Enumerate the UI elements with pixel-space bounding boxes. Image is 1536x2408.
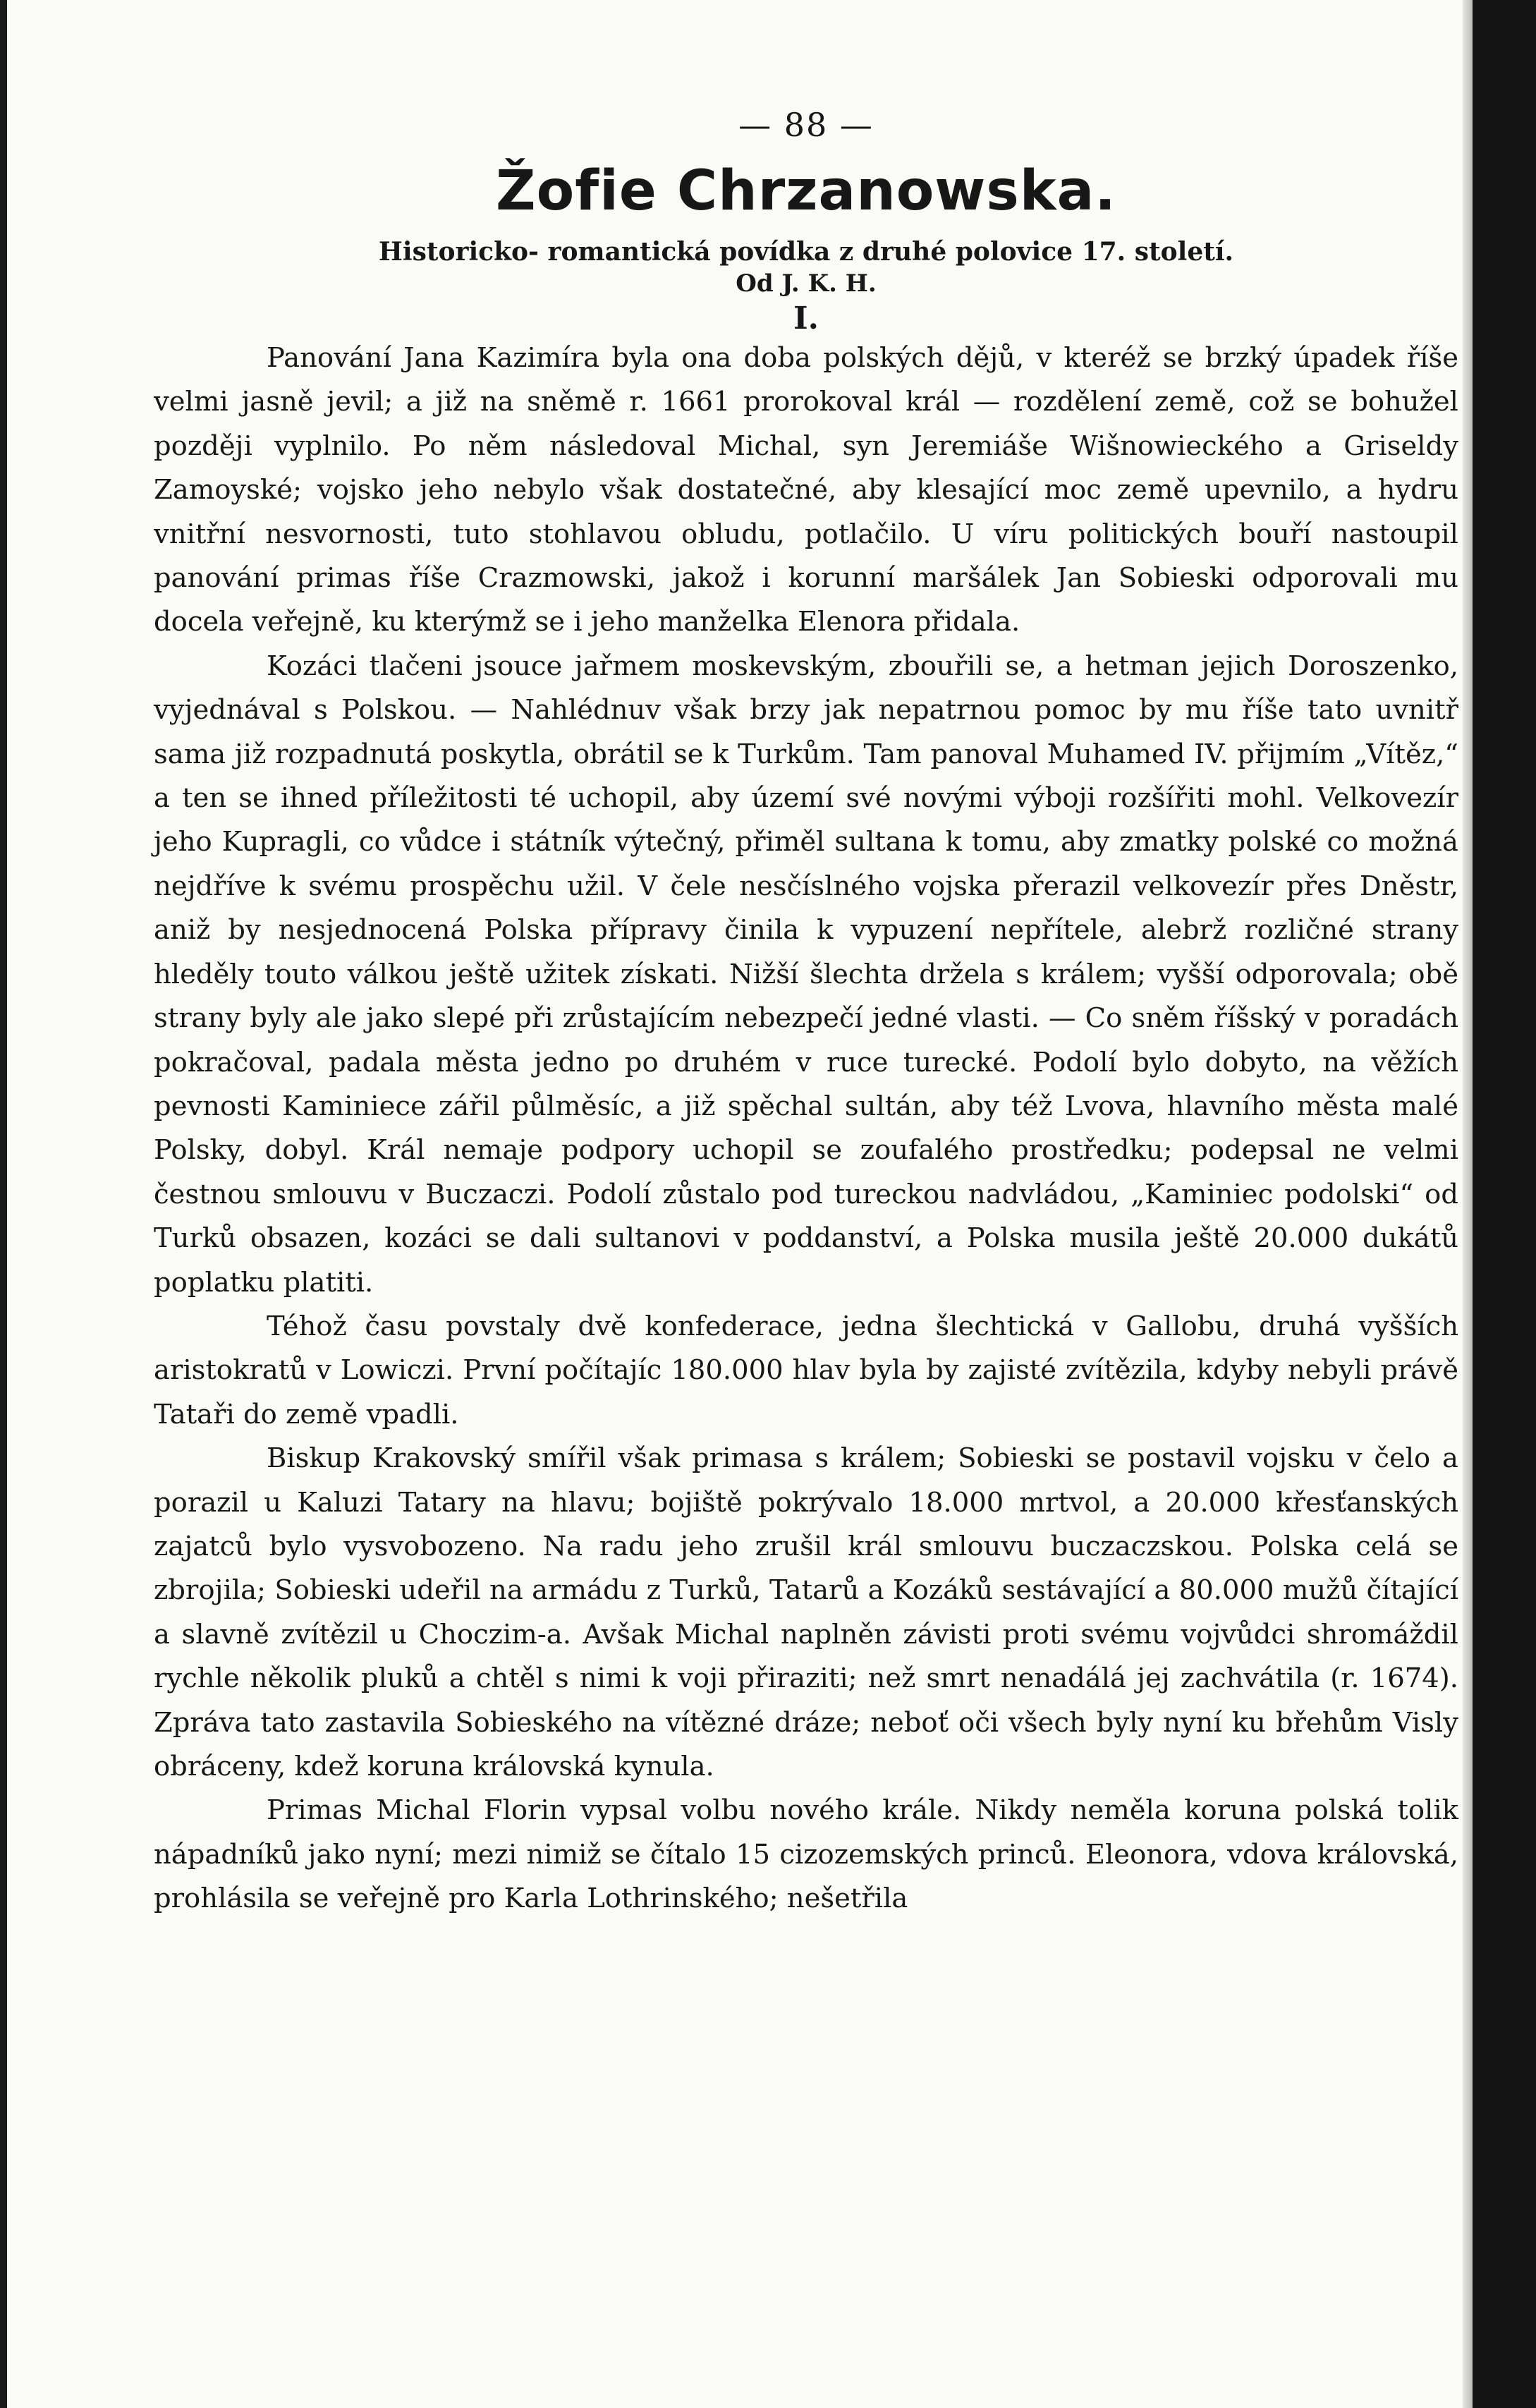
- scan-edge-right: [1473, 0, 1536, 2408]
- scan-edge-left: [0, 0, 7, 2408]
- paragraph-2: Kozáci tlačeni jsouce jařmem moskevským, zbouřili se, a hetman jejich Doroszenko, vyjednával s Polskou. — Nahlédnuv však brzy jak nepatrnou pomoc by mu říše tato uvnitř sama již rozpadnutá poskytla, obrátil se k Turkům. Tam panoval Muhamed IV. přijmím „Vítěz,“ a ten se ihned příležitosti té uchopil, aby území své novými výboji rozšířiti mohl. Velkovezír jeho Kupragli, co vůdce i státník výtečný, přiměl sultana k tomu, aby zmatky polské co možná nejdříve k svému prospěchu užil. V čele nesčíslného vojska přerazil velkovezír přes Dněstr, aniž by nesjednocená Polska přípravy činila k vypuzení nepřítele, alebrž rozličné strany hleděly touto válkou ještě užitek získati. Nižší šlechta držela s králem; vyšší odporovala; obě strany byly ale jako slepé při zrůstajícím nebezpečí jedné vlasti. — Co sněm říšský v poradách pokračoval, padala města jedno po druhém v ruce turecké. Podolí bylo dobyto, na věžích pevnosti Kaminiece zářil půlměsíc, a již spěchal sultán, aby též Lvova, hlavního města malé Polsky, dobyl. Král nemaje podpory uchopil se zoufalého prostředku; podepsal ne velmi čestnou smlouvu v Buczaczi. Podolí zůstalo pod tureckou nadvládou, „Kaminiec podolski“ od Turků obsazen, kozáci se dali sultanovi v poddanství, a Polska musila ještě 20.000 dukátů poplatku platiti.: [154, 650, 1458, 1299]
- paragraph-4: Biskup Krakovský smířil však primasa s králem; Sobieski se postavil vojsku v čelo a porazil u Kaluzi Tatary na hlavu; bojiště pokrývalo 18.000 mrtvol, a 20.000 křesťanských zajatců bylo vysvobozeno. Na radu jeho zrušil král smlouvu buczaczskou. Polska celá se zbrojila; Sobieski udeřil na armádu z Turků, Tatarů a Kozáků sestávající a 80.000 mužů čítající a slavně zvítězil u Choczim-a. Avšak Michal naplněn závisti proti svému vojvůdci shromáždil rychle několik pluků a chtěl s nimi k voji přiraziti; než smrt nenadálá jej zachvátila (r. 1674). Zpráva tato zastavila Sobieského na vítězné dráze; neboť oči všech byly nyní ku břehům Visly obráceny, kdež koruna královská kynula.: [154, 1442, 1458, 1782]
- page-gutter-shadow: [1463, 0, 1473, 2408]
- paragraph-5: Primas Michal Florin vypsal volbu nového krále. Nikdy neměla koruna polská tolik nápadníků jako nyní; mezi nimiž se čítalo 15 cizozemských princů. Eleonora, vdova královská, prohlásila se veřejně pro Karla Lothrinského; nešetřila: [154, 1794, 1458, 1915]
- story-author: Od J. K. H.: [736, 269, 877, 298]
- paragraph-3: Téhož času povstaly dvě konfederace, jedna šlechtická v Gallobu, druhá vyšších aristokratů v Lowiczi. První počítajíc 180.000 hlav byla by zajisté zvítězila, kdyby nebyli právě Tataři do země vpadli.: [154, 1310, 1458, 1430]
- paragraph-1: Panování Jana Kazimíra byla ona doba polských dějů, v kteréž se brzký úpadek říše velmi jasně jevil; a již na sněmě r. 1661 prorokoval král — rozdělení země, což se bohužel později vyplnilo. Po něm následoval Michal, syn Jeremiáše Wišnowieckého a Griseldy Zamoyské; vojsko jeho nebylo však dostatečné, aby klesající moc země upevnilo, a hydru vnitřní nesvornosti, tuto stohlavou obludu, potlačilo. U víru politických bouří nastoupil panování primas říše Crazmowski, jakož i korunní maršálek Jan Sobieski odporovali mu docela veřejně, ku kterýmž se i jeho manželka Elenora přidala.: [154, 342, 1458, 638]
- story-subtitle: Historicko- romantická povídka z druhé polovice 17. století.: [378, 237, 1234, 267]
- page-number: — 88 —: [738, 106, 874, 144]
- chapter-heading: I.: [793, 300, 819, 336]
- story-title: Žofie Chrzanowska.: [496, 159, 1116, 223]
- document-page: [154, 106, 1458, 1921]
